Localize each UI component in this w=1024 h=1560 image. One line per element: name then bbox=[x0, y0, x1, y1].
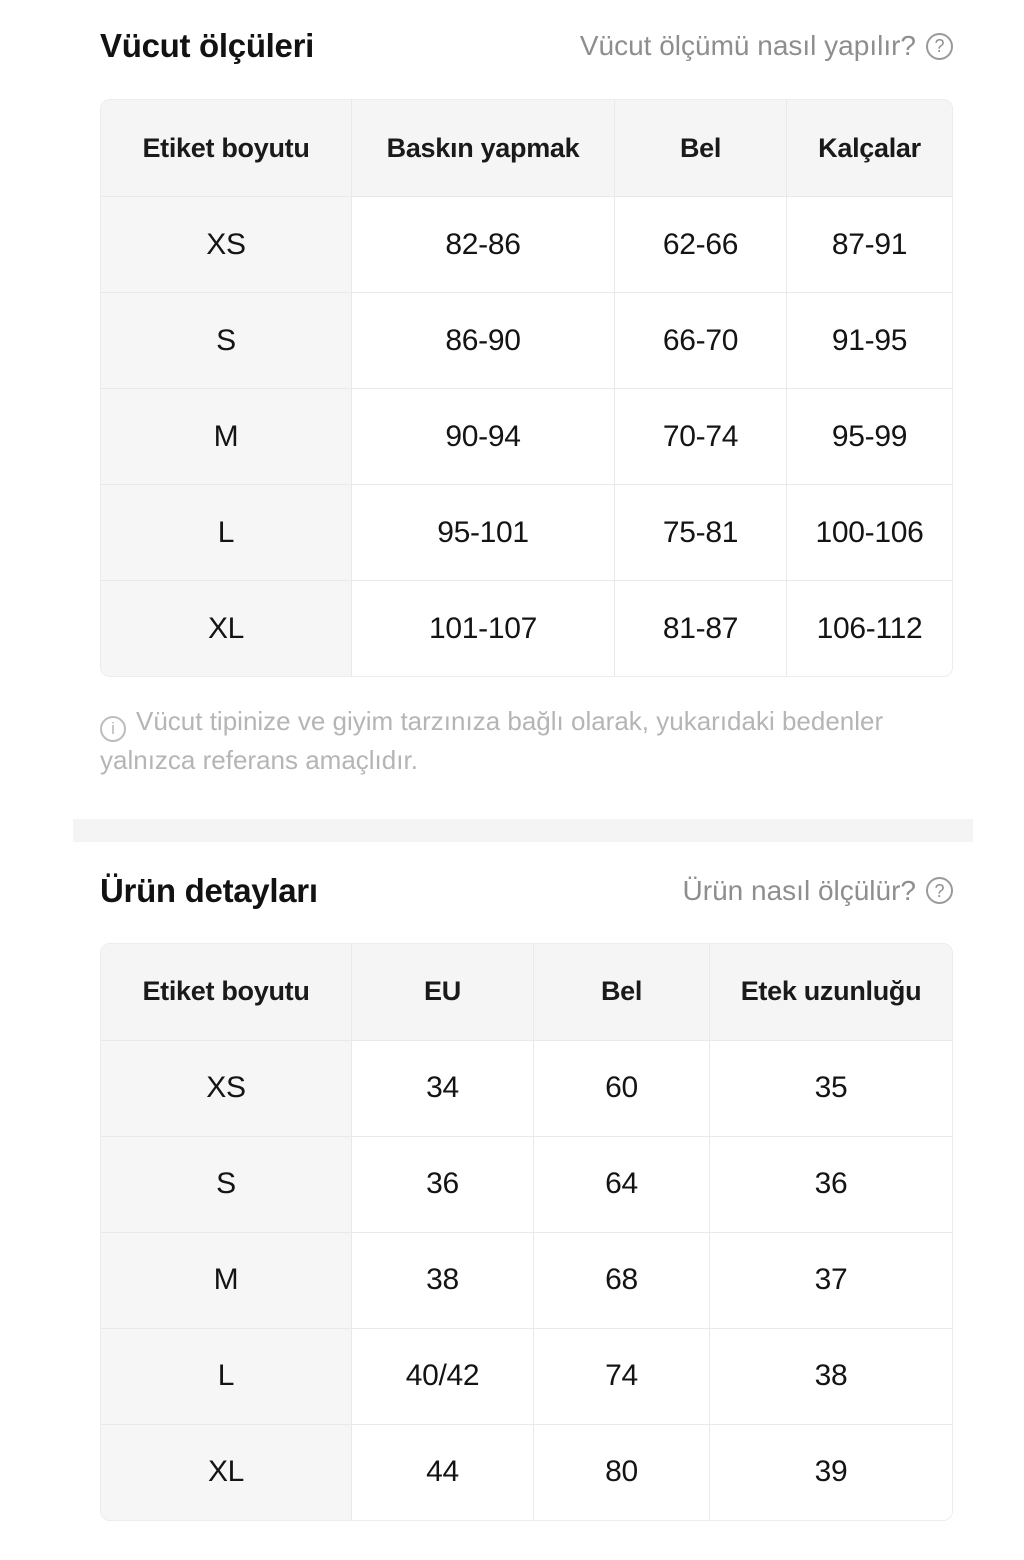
value-cell: 91-95 bbox=[786, 292, 952, 388]
value-cell: 40/42 bbox=[351, 1328, 533, 1424]
value-cell: 36 bbox=[709, 1136, 952, 1232]
value-cell: 36 bbox=[351, 1136, 533, 1232]
value-cell: 39 bbox=[709, 1424, 952, 1520]
size-cell: L bbox=[101, 1328, 351, 1424]
size-cell: XS bbox=[101, 1040, 351, 1136]
value-cell: 95-101 bbox=[351, 484, 614, 580]
value-cell: 81-87 bbox=[614, 580, 786, 676]
product-details-table bbox=[100, 943, 953, 1521]
column-header: Baskın yapmak bbox=[351, 100, 614, 196]
value-cell: 86-90 bbox=[351, 292, 614, 388]
size-reference-note bbox=[100, 703, 902, 779]
value-cell: 38 bbox=[351, 1232, 533, 1328]
section-divider bbox=[73, 819, 973, 842]
body-section-title: Vücut ölçüleri bbox=[100, 27, 315, 64]
column-header: EU bbox=[351, 944, 533, 1040]
value-cell: 70-74 bbox=[614, 388, 786, 484]
value-cell: 35 bbox=[709, 1040, 952, 1136]
size-cell: S bbox=[101, 1136, 351, 1232]
value-cell: 60 bbox=[533, 1040, 709, 1136]
column-header: Etiket boyutu bbox=[101, 944, 351, 1040]
value-cell: 87-91 bbox=[786, 196, 952, 292]
column-header: Kalçalar bbox=[786, 100, 952, 196]
value-cell: 95-99 bbox=[786, 388, 952, 484]
body-measure-help-label: Vücut ölçümü nasıl yapılır? bbox=[579, 30, 916, 61]
value-cell: 106-112 bbox=[786, 580, 952, 676]
product-section-header bbox=[100, 869, 953, 913]
value-cell: 80 bbox=[533, 1424, 709, 1520]
product-section-title: Ürün detayları bbox=[100, 871, 318, 909]
column-header: Etiket boyutu bbox=[101, 100, 351, 196]
info-icon: i bbox=[100, 716, 126, 742]
value-cell: 37 bbox=[709, 1232, 952, 1328]
value-cell: 34 bbox=[351, 1040, 533, 1136]
column-header: Bel bbox=[533, 944, 709, 1040]
body-measure-help-link[interactable] bbox=[580, 24, 953, 68]
column-header: Etek uzunluğu bbox=[709, 944, 952, 1040]
value-cell: 90-94 bbox=[351, 388, 614, 484]
product-measure-help-label: Ürün nasıl ölçülür? bbox=[682, 874, 916, 906]
value-cell: 82-86 bbox=[351, 196, 614, 292]
body-section-header bbox=[100, 24, 953, 68]
product-measure-help-link[interactable] bbox=[683, 869, 953, 913]
value-cell: 38 bbox=[709, 1328, 952, 1424]
value-cell: 68 bbox=[533, 1232, 709, 1328]
question-circle-icon: ? bbox=[926, 877, 953, 904]
column-header: Bel bbox=[614, 100, 786, 196]
value-cell: 101-107 bbox=[351, 580, 614, 676]
body-measurements-table bbox=[100, 99, 953, 677]
value-cell: 62-66 bbox=[614, 196, 786, 292]
value-cell: 66-70 bbox=[614, 292, 786, 388]
size-cell: XS bbox=[101, 196, 351, 292]
size-cell: L bbox=[101, 484, 351, 580]
value-cell: 64 bbox=[533, 1136, 709, 1232]
size-cell: M bbox=[101, 1232, 351, 1328]
size-cell: XL bbox=[101, 1424, 351, 1520]
size-cell: XL bbox=[101, 580, 351, 676]
value-cell: 44 bbox=[351, 1424, 533, 1520]
size-reference-note-text: Vücut tipinize ve giyim tarzınıza bağlı olarak, yukarıdaki bedenler yalnızca referans amaçlıdır. bbox=[100, 706, 884, 775]
value-cell: 74 bbox=[533, 1328, 709, 1424]
value-cell: 75-81 bbox=[614, 484, 786, 580]
question-circle-icon: ? bbox=[926, 33, 953, 60]
size-cell: S bbox=[101, 292, 351, 388]
size-cell: M bbox=[101, 388, 351, 484]
value-cell: 100-106 bbox=[786, 484, 952, 580]
